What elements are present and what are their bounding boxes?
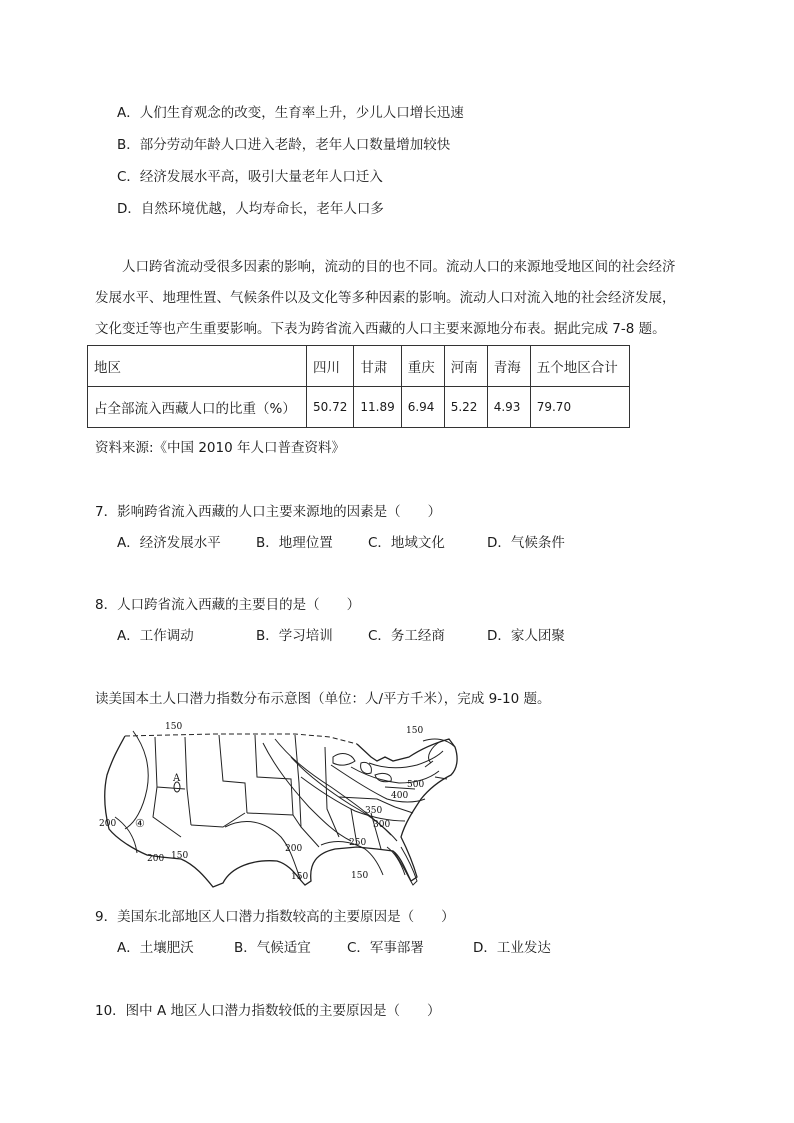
table-cell: 5.22 [444,387,487,428]
table-cell: 4.93 [487,387,530,428]
us-population-potential-map [95,717,467,892]
q7-option-c: C．地域文化 [368,535,445,551]
region-a-label: A [173,773,181,784]
table-header-row [88,346,630,387]
q8-option-d: D．家人团聚 [487,628,565,644]
source-table [87,345,630,428]
isoline-label: 150 [351,871,369,881]
table-cell: 占全部流入西藏人口的比重（%） [88,387,307,428]
question-10-stem: 10．图中 A 地区人口潜力指数较低的主要原因是（ ） [95,1003,441,1019]
q8-option-b: B．学习培训 [256,628,333,644]
table-header-cell: 地区 [88,346,307,387]
isoline-label: 200 [99,819,117,829]
q9-option-d: D．工业发达 [473,940,551,956]
table-cell: 6.94 [401,387,444,428]
table-header-cell: 河南 [444,346,487,387]
option-a: A．人们生育观念的改变，生育率上升，少儿人口增长迅速 [117,105,464,121]
isoline-label: 150 [165,722,183,732]
table-header-cell: 五个地区合计 [530,346,629,387]
isoline-label: 400 [391,791,409,801]
question-8-stem: 8．人口跨省流入西藏的主要目的是（ ） [95,597,361,613]
isoline-label: 150 [171,851,189,861]
isoline-label: 300 [373,820,391,830]
q8-option-a: A．工作调动 [117,628,194,644]
q7-option-b: B．地理位置 [256,535,333,551]
isoline-label: 500 [407,780,425,790]
isoline-label: 350 [365,806,383,816]
intro-paragraph [95,252,705,345]
isoline-label: 200 [285,844,303,854]
isoline-label: 200 [147,854,165,864]
source-note: 资料来源:《中国 2010 年人口普查资料》 [95,440,345,456]
q7-option-a: A．经济发展水平 [117,535,221,551]
option-c: C．经济发展水平高，吸引大量老年人口迁入 [117,169,383,185]
table-row [88,387,630,428]
isoline-label: 250 [349,838,367,848]
isoline-label: 150 [291,872,309,882]
table-cell: 79.70 [530,387,629,428]
table-header-cell: 甘肃 [354,346,401,387]
q9-option-b: B．气候适宜 [234,940,311,956]
table-header-cell: 四川 [307,346,354,387]
q7-option-d: D．气候条件 [487,535,565,551]
isoline-label: 150 [406,726,424,736]
intro-line: 发展水平、地理性置、气候条件以及文化等多种因素的影响。流动人口对流入地的社会经济发展， [95,290,676,306]
q9-option-a: A．土壤肥沃 [117,940,194,956]
question-7-stem: 7．影响跨省流入西藏的人口主要来源地的因素是（ ） [95,504,442,520]
intro-line: 文化变迁等也产生重要影响。下表为跨省流入西藏的人口主要来源地分布表。据此完成 7-8 题。 [95,321,666,337]
option-b: B．部分劳动年龄人口进入老龄，老年人口数量增加较快 [117,137,451,153]
option-d: D．自然环境优越，人均寿命长，老年人口多 [117,201,384,217]
q9-option-c: C．军事部署 [347,940,424,956]
map-intro: 读美国本土人口潜力指数分布示意图（单位：人/平方千米），完成 9-10 题。 [95,691,551,707]
intro-line: 人口跨省流动受很多因素的影响，流动的目的也不同。流动人口的来源地受地区间的社会经济 [122,259,676,275]
table-header-cell: 重庆 [401,346,444,387]
table-cell: 11.89 [354,387,401,428]
question-9-stem: 9．美国东北部地区人口潜力指数较高的主要原因是（ ） [95,909,455,925]
circled-number-label: ④ [135,817,145,830]
table-header-cell: 青海 [487,346,530,387]
q8-option-c: C．务工经商 [368,628,445,644]
table-cell: 50.72 [307,387,354,428]
